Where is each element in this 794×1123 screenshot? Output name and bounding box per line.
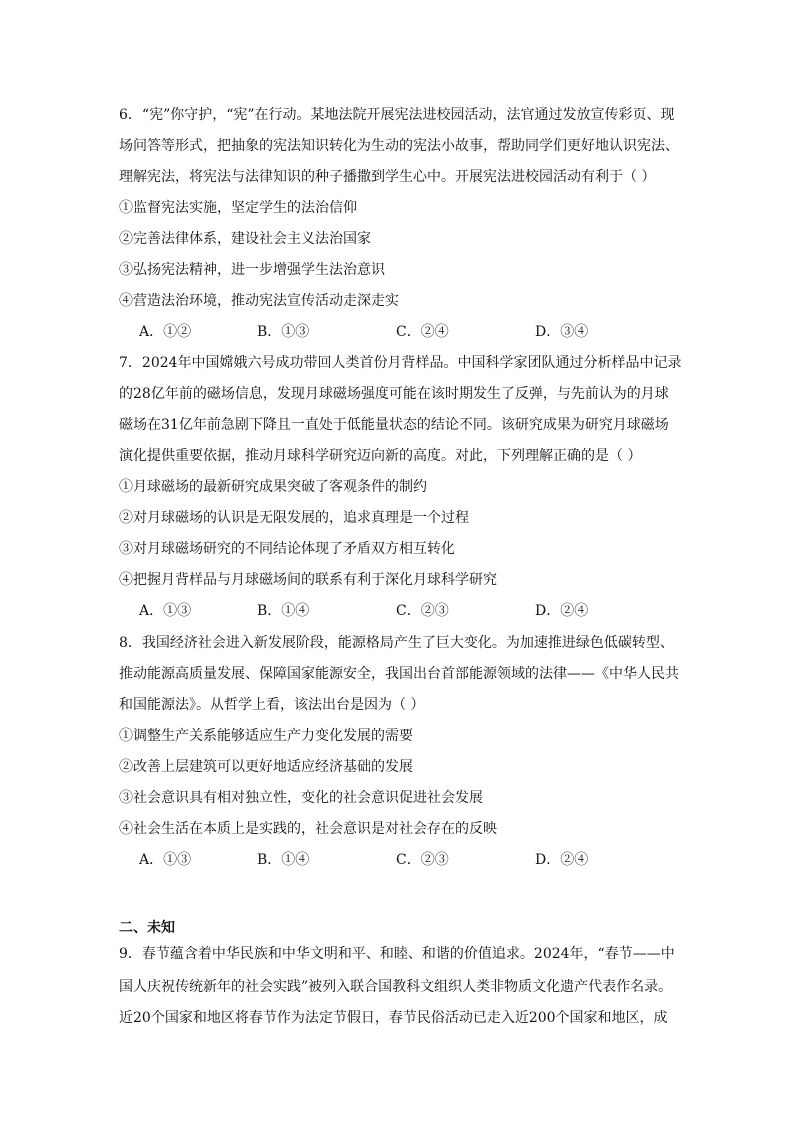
- q6-statement-4: ④营造法治环境，推动宪法宣传活动走深走实: [119, 293, 399, 309]
- q6-stem-line-3: 理解宪法，将宪法与法律知识的种子播撒到学生心中。开展宪法进校园活动有利于（ ）: [119, 169, 656, 185]
- section-heading: 二、未知: [119, 920, 175, 936]
- q6-option-d[interactable]: D．③④: [535, 324, 589, 340]
- q8-option-b[interactable]: B．①④: [257, 852, 310, 868]
- q7-option-b[interactable]: B．①④: [257, 603, 310, 619]
- q7-options: [139, 601, 679, 621]
- q7-option-c[interactable]: C．②③: [396, 603, 449, 619]
- q6-stem-line-2: 场问答等形式，把抽象的宪法知识转化为生动的宪法小故事，帮助同学们更好地认识宪法、: [119, 138, 679, 154]
- q6-options: [139, 322, 679, 342]
- q8-statement-3: ③社会意识具有相对独立性，变化的社会意识促进社会发展: [119, 790, 483, 806]
- q7-statement-1: ①月球磁场的最新研究成果突破了客观条件的制约: [119, 479, 427, 495]
- q6-option-a[interactable]: A．①②: [139, 324, 192, 340]
- q9-stem-line-2: 国人庆祝传统新年的社会实践”被列入联合国教科文组织人类非物质文化遗产代表作名录。: [119, 979, 673, 995]
- q7-option-a[interactable]: A．①③: [139, 603, 192, 619]
- q8-statement-2: ②改善上层建筑可以更好地适应经济基础的发展: [119, 759, 413, 775]
- q6-statement-2: ②完善法律体系，建设社会主义法治国家: [119, 231, 371, 247]
- q7-statement-3: ③对月球磁场研究的不同结论体现了矛盾双方相互转化: [119, 541, 455, 557]
- q8-option-a[interactable]: A．①③: [139, 852, 192, 868]
- q8-stem-line-1: 8．我国经济社会进入新发展阶段，能源格局产生了巨大变化。为加速推进绿色低碳转型、: [119, 635, 674, 651]
- q6-statement-1: ①监督宪法实施，坚定学生的法治信仰: [119, 200, 357, 216]
- q7-stem-line-1: 7．2024年中国嫦娥六号成功带回人类首份月背样品。中国科学家团队通过分析样品中记录: [119, 355, 682, 371]
- q9-stem-line-1: 9．春节蕴含着中华民族和中华文明和平、和睦、和谐的价值追求。2024年，“春节——中: [119, 946, 675, 962]
- q7-stem-line-4: 演化提供重要依据，推动月球科学研究迈向新的高度。对此，下列理解正确的是（ ）: [119, 448, 642, 464]
- q8-option-d[interactable]: D．②④: [535, 852, 589, 868]
- q8-statement-4: ④社会生活在本质上是实践的，社会意识是对社会存在的反映: [119, 821, 497, 837]
- q6-option-c[interactable]: C．②④: [396, 324, 449, 340]
- q6-statement-3: ③弘扬宪法精神，进一步增强学生法治意识: [119, 262, 385, 278]
- q6-option-b[interactable]: B．①③: [257, 324, 310, 340]
- q8-stem-line-2: 推动能源高质量发展、保障国家能源安全，我国出台首部能源领域的法律——《中华人民共: [119, 666, 679, 682]
- q8-option-c[interactable]: C．②③: [396, 852, 449, 868]
- q7-stem-line-2: 的28亿年前的磁场信息，发现月球磁场强度可能在该时期发生了反弹，与先前认为的月球: [119, 386, 669, 402]
- q9-stem-line-3: 近20个国家和地区将春节作为法定节假日，春节民俗活动已走入近200个国家和地区，成: [119, 1010, 668, 1026]
- q7-option-d[interactable]: D．②④: [535, 603, 589, 619]
- q7-statement-4: ④把握月背样品与月球磁场间的联系有利于深化月球科学研究: [119, 572, 497, 588]
- q8-options: [139, 850, 679, 870]
- q8-stem-line-3: 和国能源法》。从哲学上看，该法出台是因为（ ）: [119, 697, 425, 713]
- q7-statement-2: ②对月球磁场的认识是无限发展的，追求真理是一个过程: [119, 510, 469, 526]
- q8-statement-1: ①调整生产关系能够适应生产力变化发展的需要: [119, 728, 413, 744]
- q6-stem-line-1: 6．“宪”你守护，“宪”在行动。某地法院开展宪法进校园活动，法官通过发放宣传彩页、现: [119, 107, 675, 123]
- q7-stem-line-3: 磁场在31亿年前急剧下降且一直处于低能量状态的结论不同。该研究成果为研究月球磁场: [119, 417, 669, 433]
